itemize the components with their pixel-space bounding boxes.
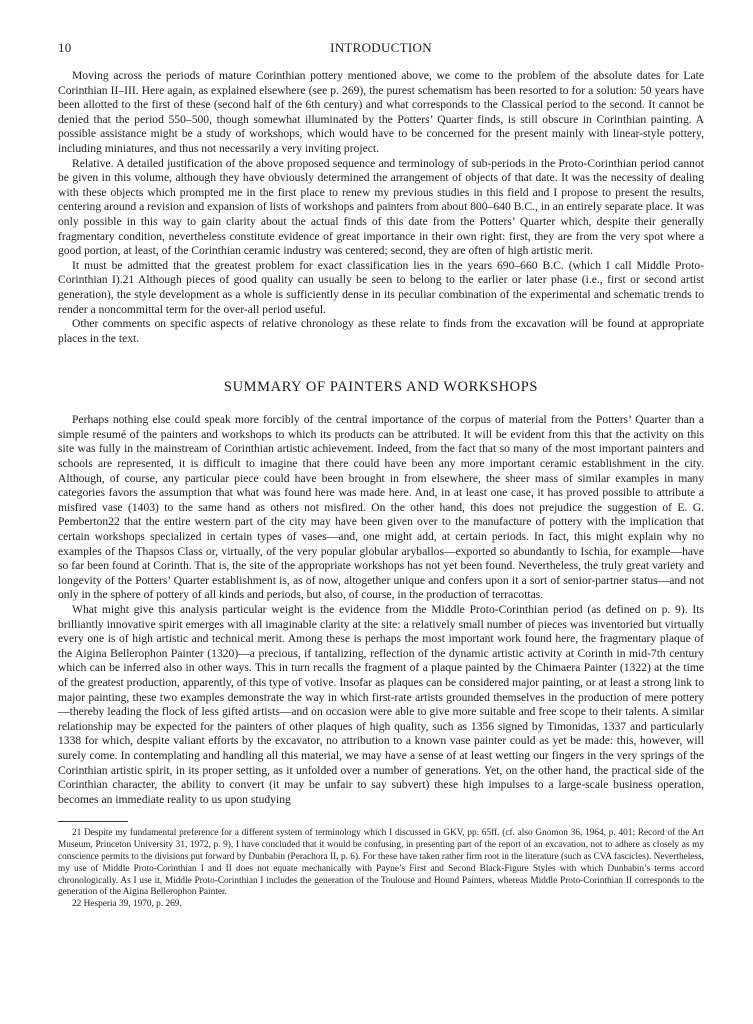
paragraph-absolute-dates: Moving across the periods of mature Corinthian pottery mentioned above, we come to the problem of the absolute dates for Late Corinthian II–III. Here again, as explained elsewhere (see p. 269), the purest schematism has been resorted to for a solution: 50 years have been allotted to the first of these (second half of the 6th century) and what corresponds to the Classical period to the second. It cannot be denied that the period 550–500, though somewhat illuminated by the Potters’ Quarter finds, is still obscure in Corinthian painting. A possible assistance might be a study of workshops, which would have to be concerned for the present mainly with linear-style pottery, including miniatures, and thus not necessarily a very inviting project. [58, 69, 704, 155]
paragraph-other-comments: Other comments on specific aspects of relative chronology as these relate to finds from the excavation will be found at appropriate places in the text. [58, 317, 704, 345]
paragraph-summary-intro: Perhaps nothing else could speak more forcibly of the central importance of the corpus of material from the Potters’ Quarter than a simple resumé of the painters and workshops to which its products can be attributed. It will be evident from this that the activity on this site was fully in the mainstream of Corinthian artistic achievement. Indeed, from the fact that so many of the most important painters and schools are represented, it is difficult to imagine that there could have been any more important ceramic establishment in the city. Although, of course, any particular piece could have been brought in from elsewhere, the sheer mass of similar examples in many categories favors the assumption that what was found here was made here. And, in at least one case, it has proved possible to attribute a misfired vase (1403) to the same hand as others not misfired. On the other hand, this does not prejudice the suggestion of E. G. Pemberton22 that the entire western part of the city may have been given over to the manufacture of pottery with the implication that certain workshops specialized in certain types of vases—and, one might add, at certain periods. In fact, this might explain why no examples of the Thapsos Class or, virtually, of the very popular globular aryballos—exported so abundantly to Ischia, for example—have so far been found at Corinth. That is, the site of the appropriate workshops has not yet been found. Nevertheless, the truly great variety and longevity of the Potters’ Quarter establishment is, as of now, altogether unique and confers upon it a sort of senior-partner status—and not only in the sphere of pottery of all kinds and periods, but also, of course, in the production of terracottas. [58, 413, 704, 602]
paragraph-middle-proto-corinthian: What might give this analysis particular weight is the evidence from the Middle Proto-Corinthian period (as defined on p. 9). Its brilliantly innovative spirit emerges with all imaginable clarity at the site: a relatively small number of pieces was inventoried but virtually every one is of high artistic and technical merit. Among these is perhaps the most important work found here, the fragmentary plaque of the Aigina Bellerophon Painter (1320)—a precious, if tantalizing, reflection of the dynamic artistic activity at Corinth in mid-7th century which can be inferred also in other ways. This in turn recalls the fragment of a plaque painted by the Chimaera Painter (1322) at the time of the greatest production, apparently, of this type of votive. Insofar as plaques can be considered major painting, or at least a strong link to major painting, these two examples demonstrate the way in which first-rate artists grounded themselves in the production of mere pottery—thereby leading the flock of less gifted artists—and on occasion were able to give more suitable and free scope to their talents. A similar relationship may be expected for the painters of other plaques of high quality, such as 1356 signed by Timonidas, 1337 and particularly 1338 for which, despite valiant efforts by the excavator, no attribution to a known vase painter could as yet be made: this, however, will surely come. In contemplating and handling all this material, we may have a sense of at least wetting our fingers in the very springs of the Corinthian artistic spirit, in its proper setting, as it unfolded over a number of generations. Yet, on the other hand, the practical side of the Corinthian character, the ability to convert (it may be unfair to say subvert) these high impulses to a large-scale business operation, becomes an immediate reality to us upon studying [58, 603, 704, 806]
paragraph-classification-problem: It must be admitted that the greatest problem for exact classification lies in the years 690–660 B.C. (which I call Middle Proto-Corinthian I).21 Although pieces of good quality can usually be seen to belong to the earlier or later phase (i.e., first or second artist generation), the style development as a whole is sufficiently dense in its peculiar combination of the experimental and schematic trends to render a noncommittal term for the over-all period useful. [58, 258, 704, 316]
running-head [58, 40, 704, 62]
document-page [58, 40, 704, 911]
footnote-21: 21 Despite my fundamental preference for a different system of terminology which I discussed in GKV, pp. 65ff. (cf. also Gnomon 36, 1964, p. 401; Record of the Art Museum, Princeton University 31, 1972, p. 9), I have concluded that it would be confusing, in presenting part of the report of an excavation, not to adhere as closely as my conscience permits to the divisions put forward by Dunbabin (Perachora II, p. 6). For these have taken rather firm root in the literature (such as CVA fascicles). Nevertheless, my use of Middle Proto-Corinthian I and II does not equate mechanically with Payne’s First and Second Black-Figure Styles with which Dunbabin’s terms accord chronologically. As I use it, Middle Proto-Corinthian I includes the generation of the Toulouse and Hound Painters, whereas Middle Proto-Corinthian II corresponds to the generation of the Aigina Bellerophon Painter. [58, 828, 704, 898]
footnotes [58, 828, 704, 911]
page-number: 10 [58, 40, 72, 55]
footnote-22: 22 Hesperia 39, 1970, p. 269. [72, 899, 182, 910]
paragraph-relative: Relative. A detailed justification of the above proposed sequence and terminology of sub-periods in the Proto-Corinthian period cannot be given in this volume, although they have obviously determined the arrangement of objects of that date. It was the necessity of dealing with these objects which prompted me in the first place to renew my previous studies in this field and I propose to present the results, centering around a revision and expansion of lists of workshops and painters from about 800–640 B.C., in an entirely separate place. It was only possible in this way to gain clarity about the actual finds of this date from the Potters’ Quarter which, despite their generally fragmentary condition, nevertheless constitute evidence of great importance in their own right: first, they are from the very spot where a good portion, at least, of the Corinthian ceramic industry was centered; second, they are often of high artistic merit. [58, 156, 704, 258]
footnote-divider [58, 821, 128, 822]
summary-section [58, 413, 704, 807]
intro-section [58, 69, 704, 346]
section-heading: SUMMARY OF PAINTERS AND WORKSHOPS [223, 379, 539, 396]
running-title: INTRODUCTION [330, 40, 432, 55]
